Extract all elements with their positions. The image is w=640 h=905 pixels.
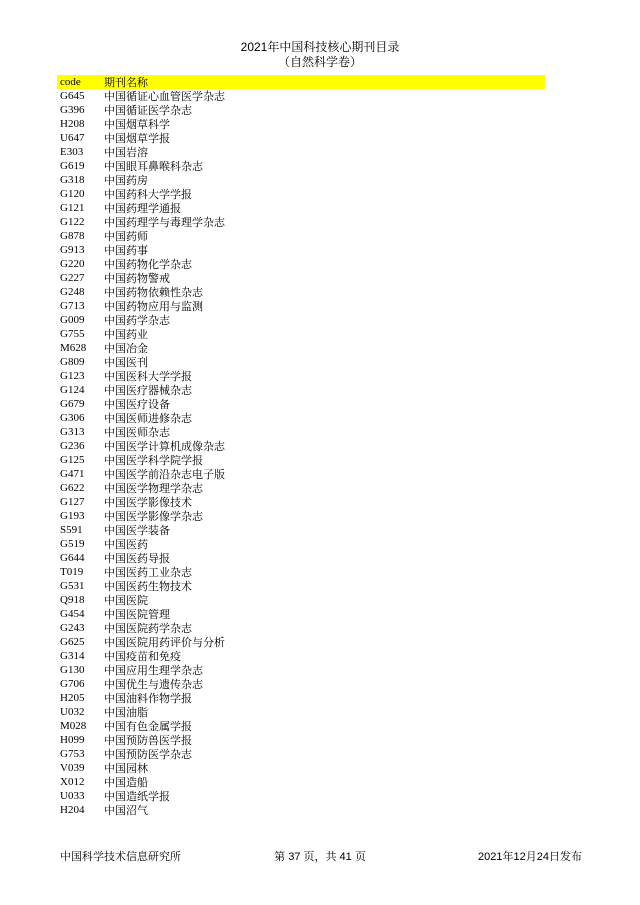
journal-name: 中国循证医学杂志 bbox=[104, 105, 192, 117]
table-row bbox=[57, 677, 545, 691]
journal-name: 中国烟草学报 bbox=[104, 133, 170, 145]
table-row bbox=[57, 327, 545, 341]
journal-name: 中国药业 bbox=[104, 329, 148, 341]
table-row bbox=[57, 635, 545, 649]
table-row bbox=[57, 747, 545, 761]
table-row bbox=[57, 761, 545, 775]
journal-code: G127 bbox=[60, 496, 85, 508]
journal-name: 中国有色金属学报 bbox=[104, 721, 192, 733]
table-row bbox=[57, 131, 545, 145]
journal-name: 中国医学影像学杂志 bbox=[104, 511, 203, 523]
journal-code: G123 bbox=[60, 370, 85, 382]
journal-name: 中国医疗器械杂志 bbox=[104, 385, 192, 397]
journal-name: 中国烟草科学 bbox=[104, 119, 170, 131]
journal-name: 中国眼耳鼻喉科杂志 bbox=[104, 161, 203, 173]
journal-name: 中国医院用药评价与分析 bbox=[104, 637, 225, 649]
journal-code: G454 bbox=[60, 608, 85, 620]
journal-name: 中国应用生理学杂志 bbox=[104, 665, 203, 677]
journal-code: S591 bbox=[60, 524, 83, 536]
header-name: 期刊名称 bbox=[104, 77, 148, 89]
table-row bbox=[57, 89, 545, 103]
journal-code: U032 bbox=[60, 706, 85, 718]
journal-code: G913 bbox=[60, 244, 85, 256]
journal-code: G009 bbox=[60, 314, 85, 326]
journal-name: 中国岩溶 bbox=[104, 147, 148, 159]
journal-code: G644 bbox=[60, 552, 85, 564]
journal-code: G122 bbox=[60, 216, 85, 228]
journal-code: U647 bbox=[60, 132, 85, 144]
journal-name: 中国医师进修杂志 bbox=[104, 413, 192, 425]
journal-code: G645 bbox=[60, 90, 85, 102]
journal-code: G243 bbox=[60, 622, 85, 634]
table-row bbox=[57, 369, 545, 383]
journal-name: 中国医药工业杂志 bbox=[104, 567, 192, 579]
journal-code: G130 bbox=[60, 664, 85, 676]
journal-name: 中国药理学通报 bbox=[104, 203, 181, 215]
journal-code: G125 bbox=[60, 454, 85, 466]
journal-name: 中国医科大学学报 bbox=[104, 371, 192, 383]
table-row bbox=[57, 103, 545, 117]
table-row bbox=[57, 243, 545, 257]
journal-name: 中国沼气 bbox=[104, 805, 148, 817]
table-row bbox=[57, 439, 545, 453]
footer-publisher: 中国科学技术信息研究所 bbox=[60, 851, 181, 863]
table-row bbox=[57, 285, 545, 299]
table-row bbox=[57, 453, 545, 467]
journal-code: G318 bbox=[60, 174, 85, 186]
journal-name: 中国预防兽医学报 bbox=[104, 735, 192, 747]
journal-name: 中国医学科学院学报 bbox=[104, 455, 203, 467]
table-row bbox=[57, 313, 545, 327]
table-row bbox=[57, 145, 545, 159]
journal-code: T019 bbox=[60, 566, 84, 578]
table-row bbox=[57, 537, 545, 551]
journal-code: G706 bbox=[60, 678, 85, 690]
journal-code: Q918 bbox=[60, 594, 85, 606]
journal-name: 中国药事 bbox=[104, 245, 148, 257]
table-row bbox=[57, 117, 545, 131]
footer-page-number: 第 37 页，共 41 页 bbox=[274, 851, 366, 863]
journal-code: G193 bbox=[60, 510, 85, 522]
journal-code: G755 bbox=[60, 328, 85, 340]
journal-code: G306 bbox=[60, 412, 85, 424]
journal-code: G622 bbox=[60, 482, 85, 494]
journal-code: G124 bbox=[60, 384, 85, 396]
journal-name: 中国医疗设备 bbox=[104, 399, 170, 411]
table-row bbox=[57, 621, 545, 635]
journal-code: G519 bbox=[60, 538, 85, 550]
journal-code: G679 bbox=[60, 398, 85, 410]
journal-name: 中国药科大学学报 bbox=[104, 189, 192, 201]
journal-code: M628 bbox=[60, 342, 87, 354]
table-row bbox=[57, 509, 545, 523]
table-row bbox=[57, 551, 545, 565]
journal-code: G314 bbox=[60, 650, 85, 662]
journal-code: G531 bbox=[60, 580, 85, 592]
journal-name: 中国药房 bbox=[104, 175, 148, 187]
journal-name: 中国优生与遗传杂志 bbox=[104, 679, 203, 691]
journal-code: G121 bbox=[60, 202, 85, 214]
table-row bbox=[57, 733, 545, 747]
journal-name: 中国预防医学杂志 bbox=[104, 749, 192, 761]
table-row bbox=[57, 159, 545, 173]
table-row bbox=[57, 271, 545, 285]
footer-date: 2021年12月24日发布 bbox=[478, 851, 582, 863]
journal-code: M028 bbox=[60, 720, 87, 732]
journal-name: 中国药物警戒 bbox=[104, 273, 170, 285]
journal-name: 中国医学物理学杂志 bbox=[104, 483, 203, 495]
journal-code: U033 bbox=[60, 790, 85, 802]
table-row bbox=[57, 201, 545, 215]
journal-code: G713 bbox=[60, 300, 85, 312]
journal-code: G227 bbox=[60, 272, 85, 284]
journal-code: G248 bbox=[60, 286, 85, 298]
table-row bbox=[57, 705, 545, 719]
journal-name: 中国循证心血管医学杂志 bbox=[104, 91, 225, 103]
table-row bbox=[57, 663, 545, 677]
table-row bbox=[57, 299, 545, 313]
journal-name: 中国医师杂志 bbox=[104, 427, 170, 439]
journal-name: 中国药师 bbox=[104, 231, 148, 243]
journal-name: 中国医刊 bbox=[104, 357, 148, 369]
journal-code: G619 bbox=[60, 160, 85, 172]
journal-name: 中国医学前沿杂志电子版 bbox=[104, 469, 225, 481]
journal-name: 中国药物依赖性杂志 bbox=[104, 287, 203, 299]
journal-code: H099 bbox=[60, 734, 85, 746]
table-row bbox=[57, 355, 545, 369]
table-row bbox=[57, 341, 545, 355]
journal-code: G120 bbox=[60, 188, 85, 200]
journal-name: 中国医院药学杂志 bbox=[104, 623, 192, 635]
table-row bbox=[57, 229, 545, 243]
document-subtitle: （自然科学卷） bbox=[277, 55, 362, 69]
table-row bbox=[57, 425, 545, 439]
journal-name: 中国医学计算机成像杂志 bbox=[104, 441, 225, 453]
table-row bbox=[57, 187, 545, 201]
journal-code: G220 bbox=[60, 258, 85, 270]
table-row bbox=[57, 173, 545, 187]
journal-name: 中国造纸学报 bbox=[104, 791, 170, 803]
table-row bbox=[57, 719, 545, 733]
journal-name: 中国园林 bbox=[104, 763, 148, 775]
table-row bbox=[57, 579, 545, 593]
journal-code: V039 bbox=[60, 762, 85, 774]
journal-name: 中国造船 bbox=[104, 777, 148, 789]
journal-code: G396 bbox=[60, 104, 85, 116]
journal-name: 中国医院管理 bbox=[104, 609, 170, 621]
table-row bbox=[57, 593, 545, 607]
journal-name: 中国医学影像技术 bbox=[104, 497, 192, 509]
journal-name: 中国药物化学杂志 bbox=[104, 259, 192, 271]
journal-code: H205 bbox=[60, 692, 85, 704]
table-row bbox=[57, 775, 545, 789]
journal-code: G625 bbox=[60, 636, 85, 648]
journal-name: 中国冶金 bbox=[104, 343, 148, 355]
journal-code: H208 bbox=[60, 118, 85, 130]
journal-name: 中国疫苗和免疫 bbox=[104, 651, 181, 663]
journal-name: 中国医药 bbox=[104, 539, 148, 551]
table-row bbox=[57, 803, 545, 817]
document-title: 2021年中国科技核心期刊目录 bbox=[240, 40, 400, 54]
table-row bbox=[57, 411, 545, 425]
table-row bbox=[57, 383, 545, 397]
journal-code: H204 bbox=[60, 804, 85, 816]
journal-name: 中国医药导报 bbox=[104, 553, 170, 565]
journal-code: X012 bbox=[60, 776, 85, 788]
journal-name: 中国药学杂志 bbox=[104, 315, 170, 327]
journal-name: 中国医学装备 bbox=[104, 525, 170, 537]
journal-name: 中国药物应用与监测 bbox=[104, 301, 203, 313]
journal-code: G878 bbox=[60, 230, 85, 242]
table-row bbox=[57, 649, 545, 663]
table-row bbox=[57, 691, 545, 705]
journal-name: 中国油脂 bbox=[104, 707, 148, 719]
journal-name: 中国油料作物学报 bbox=[104, 693, 192, 705]
table-row bbox=[57, 565, 545, 579]
journal-code: G471 bbox=[60, 468, 85, 480]
journal-code: E303 bbox=[60, 146, 84, 158]
journal-name: 中国医院 bbox=[104, 595, 148, 607]
header-code: code bbox=[60, 76, 81, 88]
table-row bbox=[57, 467, 545, 481]
journal-code: G236 bbox=[60, 440, 85, 452]
table-row bbox=[57, 495, 545, 509]
journal-code: G313 bbox=[60, 426, 85, 438]
journal-table bbox=[57, 75, 545, 817]
table-row bbox=[57, 481, 545, 495]
journal-code: G809 bbox=[60, 356, 85, 368]
journal-code: G753 bbox=[60, 748, 85, 760]
table-row bbox=[57, 397, 545, 411]
table-row bbox=[57, 215, 545, 229]
journal-name: 中国医药生物技术 bbox=[104, 581, 192, 593]
table-row bbox=[57, 257, 545, 271]
table-header-row bbox=[57, 75, 545, 89]
journal-name: 中国药理学与毒理学杂志 bbox=[104, 217, 225, 229]
table-row bbox=[57, 523, 545, 537]
table-row bbox=[57, 789, 545, 803]
table-row bbox=[57, 607, 545, 621]
table-body bbox=[57, 89, 545, 817]
